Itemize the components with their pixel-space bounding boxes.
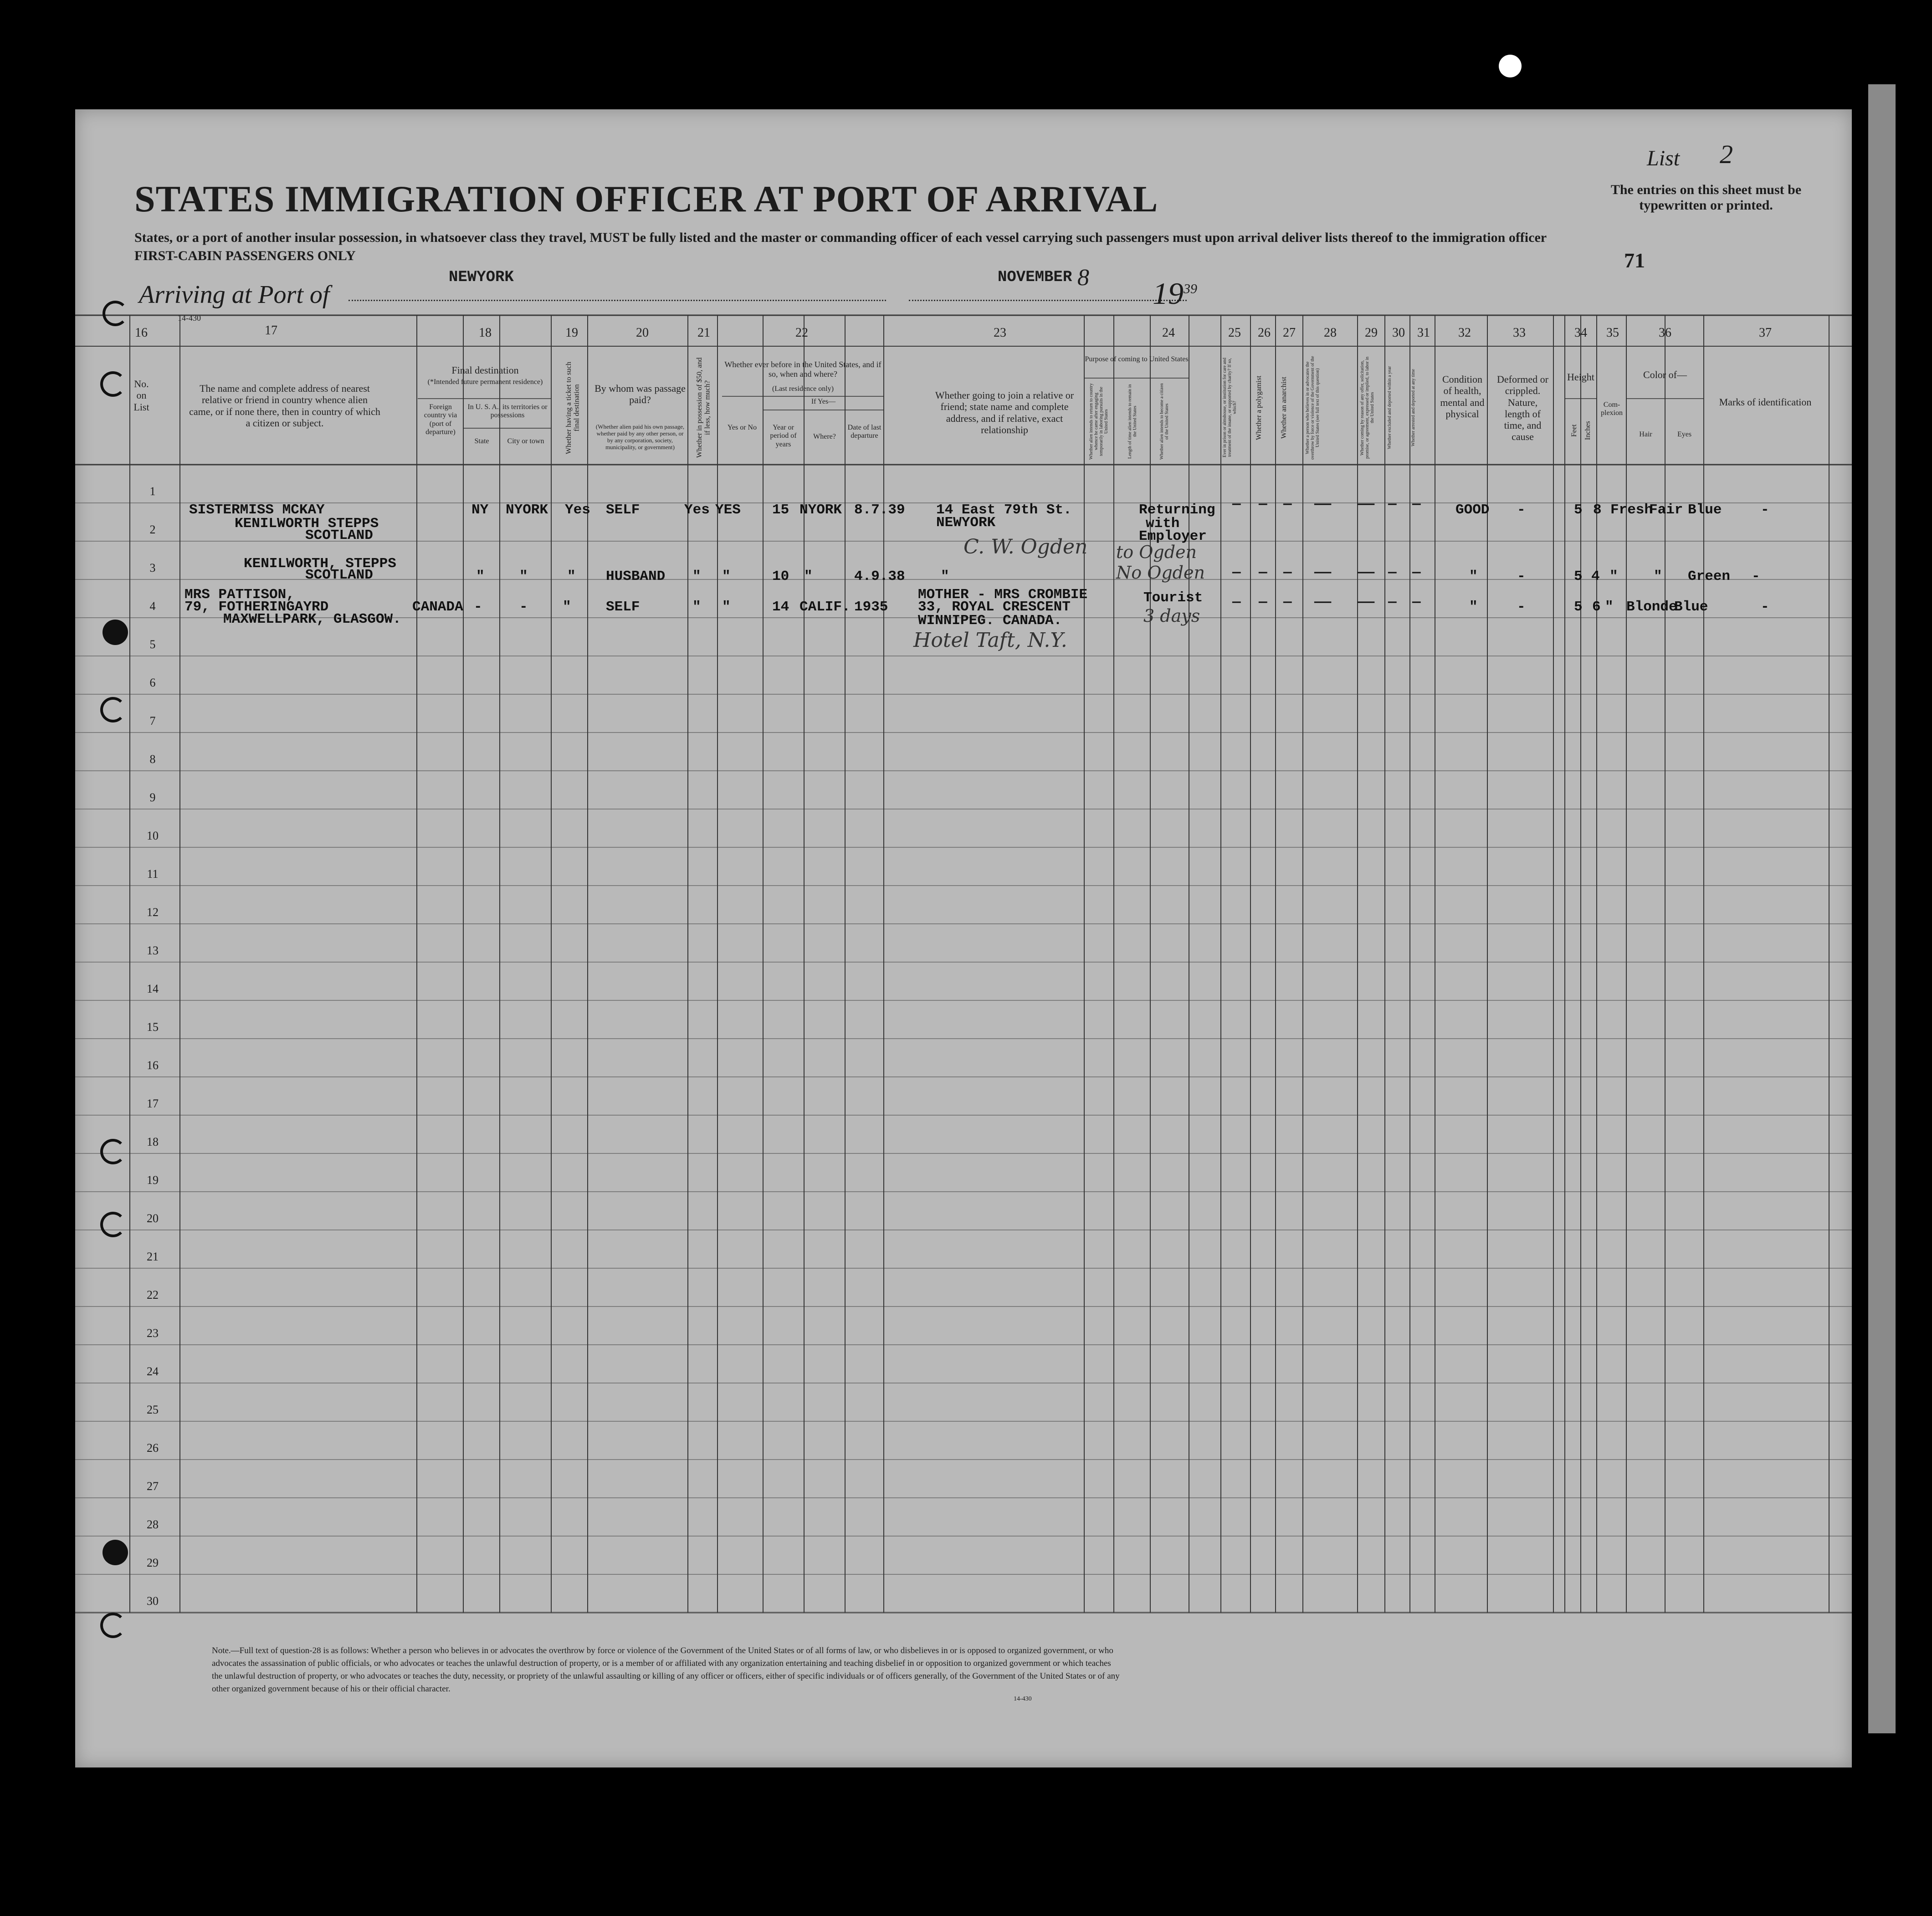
col22-subheader: (Last residence only) (772, 385, 834, 393)
r1-purpose-line1: Returning (1139, 502, 1215, 518)
r1-purpose-line2: with (1146, 516, 1180, 532)
list-number: 2 (1720, 139, 1733, 169)
r3-complexion: " (1605, 599, 1614, 615)
r2-ticket: " (567, 569, 576, 584)
binder-hole (102, 620, 128, 645)
row-number: 14 (147, 982, 159, 995)
row-number: 3 (149, 561, 156, 574)
col36-header: Color of— (1643, 369, 1687, 380)
col22-date: Date of last departure (847, 424, 881, 440)
r3-joining-line1: MOTHER - MRS CROMBIE (918, 587, 1088, 603)
r3-inches: 6 (1592, 599, 1601, 615)
row-number: 29 (147, 1556, 159, 1569)
row-number: 13 (147, 944, 159, 957)
r2-c31: — (1412, 565, 1421, 581)
col24-number: 24 (1162, 326, 1175, 340)
row-number: 15 (147, 1020, 159, 1034)
footer-form-number: 14-430 (1014, 1696, 1032, 1702)
form-number: 14-430 (178, 313, 201, 323)
r1-relative-line1: SISTERMISS MCKAY (189, 502, 325, 518)
row-number: 9 (149, 791, 156, 804)
col18-state: State (474, 437, 489, 445)
col24c-header: Whether alien intends to become a citizen of the United States (1159, 383, 1169, 460)
col23-number: 23 (994, 326, 1006, 340)
col36-number: 36 (1659, 326, 1671, 340)
r1-c26: — (1259, 497, 1267, 512)
col32-header: Condition of health, mental and physical (1440, 374, 1485, 420)
col37-header: Marks of identification (1719, 396, 1812, 408)
col17-number: 17 (265, 323, 277, 338)
r1-health: GOOD (1455, 502, 1490, 518)
row-number: 4 (149, 599, 156, 613)
r3-c29: —— (1358, 594, 1375, 610)
col30-number: 30 (1392, 326, 1405, 340)
r2-c29: —— (1358, 565, 1375, 581)
binder-hole (100, 371, 126, 397)
r3-foreign: CANADA (412, 599, 463, 615)
r3-before: " (722, 599, 731, 615)
col21-header: Whether in possession of $50, and if less, how much? (696, 357, 712, 458)
col20-number: 20 (636, 326, 649, 340)
col18-number: 18 (479, 326, 492, 340)
row-number: 7 (149, 714, 156, 727)
row-number: 2 (149, 523, 156, 536)
r2-health: " (1469, 569, 1478, 584)
r3-c26: — (1259, 594, 1267, 610)
col26-header: Whether a polygamist (1255, 375, 1263, 440)
row-number: 12 (147, 906, 159, 919)
col35-header: Com-plexion (1601, 401, 1623, 417)
r3-c27: — (1283, 594, 1292, 610)
r2-where: " (804, 569, 813, 584)
arriving-label: Arriving at Port of (139, 281, 330, 309)
r1-complexion: Fresh (1610, 502, 1653, 518)
footnote: Note.—Full text of question-28 is as follows: Whether a person who believes in or advocates the overthrow by force or violence of the Government of the United States or of all forms of law, or who disbelieves in or is opposed to organized government, or who advocates the assassination of public officials, or who advocates or teaches the unlawful destruction of property, or is a member of or affiliated with any organization entertaining and teaching disbelief in or opposition to organized government or which teaches the unlawful destruction of property, or who advocates or teaches the duty, necessity, or propriety of the unlawful assaulting or killing of any officer or officers, either of specific individuals or of officers generally, of the Government of the United States or of any other organized government because of his or their official character. (212, 1646, 1120, 1694)
r3-joining-line2: 33, ROYAL CRESCENT (918, 599, 1071, 615)
col24b-header: Length of time alien intends to remain in the United States (1127, 384, 1138, 459)
col25-header: Ever in prison or almshouse, or institution for care and treatment of the insane, or supported by charity? If so, which? (1222, 358, 1237, 458)
r3-joining-line3: WINNIPEG. CANADA. (918, 613, 1062, 629)
col28-header: Whether a person who believes in or advocates the overthrow by force or violence of the Government of the United States (see full text of this question) (1305, 356, 1320, 460)
binder-hole (100, 1613, 126, 1638)
r1-c31: — (1412, 497, 1421, 512)
col16-number: 16 (135, 326, 148, 340)
binder-hole (102, 301, 128, 326)
col34-inches: Inches (1584, 421, 1592, 440)
entries-note: The entries on this sheet must be typewritten or printed. (1610, 182, 1802, 213)
r3-joining-handwritten: Hotel Taft, N.Y. (913, 629, 1067, 652)
r2-period: 10 (772, 569, 789, 584)
col29-number: 29 (1365, 326, 1378, 340)
binder-hole (100, 1212, 126, 1237)
col30-header: Whether excluded and deported within a year (1387, 366, 1392, 450)
r1-c28: —— (1314, 497, 1332, 512)
row-number: 1 (149, 485, 156, 498)
r3-hair: Blonde (1626, 599, 1677, 615)
r2-relative-line2: SCOTLAND (305, 567, 373, 583)
col20-header: By whom was passage paid? (594, 383, 686, 406)
row-number: 11 (147, 867, 159, 881)
row-number: 5 (149, 638, 156, 651)
col26-number: 26 (1258, 326, 1271, 340)
binder-hole (100, 1139, 126, 1164)
col35-number: 35 (1606, 326, 1619, 340)
col32-number: 32 (1458, 326, 1471, 340)
col23-header: Whether going to join a relative or friend; state name and complete address, and if relative, exact relationship (935, 389, 1074, 435)
r3-ticket: " (563, 599, 571, 615)
date-value: NOVEMBER (998, 269, 1072, 286)
r1-date: 8.7.39 (854, 502, 905, 518)
r2-c25: — (1232, 565, 1241, 581)
row-number: 22 (147, 1288, 159, 1301)
row-number: 23 (147, 1327, 159, 1340)
r1-inches: 8 (1593, 502, 1602, 518)
col31-number: 31 (1417, 326, 1430, 340)
r2-feet: 5 (1574, 569, 1583, 584)
r2-purpose-handwritten: No Ogden (1116, 563, 1205, 583)
r3-date: 1935 (854, 599, 888, 615)
col28-number: 28 (1324, 326, 1337, 340)
r3-where: CALIF. (799, 599, 851, 615)
r3-c31: — (1412, 594, 1421, 610)
r2-c26: — (1259, 565, 1267, 581)
r1-hair: Fair (1649, 502, 1683, 518)
col24-header: Purpose of coming to United States (1085, 355, 1189, 363)
r3-c25: — (1232, 594, 1241, 610)
col19-header: Whether having a ticket to such final destination (565, 361, 581, 454)
manifest-sheet (75, 109, 1852, 1767)
r3-health: " (1469, 599, 1478, 615)
col17-header: The name and complete address of nearest relative or friend in country whence alien came, or if none there, then in country of which a citizen or subject. (189, 383, 380, 429)
col18-foreign: Foreign country via (port of departure) (424, 403, 457, 436)
col22-yesno: Yes or No (727, 424, 757, 431)
r2-eyes: Green (1688, 569, 1731, 584)
table-grid (75, 109, 1852, 1767)
col31-header: Whether arrested and deported at any time (1411, 369, 1416, 446)
r1-paid: SELF (606, 502, 640, 518)
r1-before: YES (715, 502, 741, 518)
col22-header: Whether ever before in the United States, and if so, when and where? (724, 360, 881, 379)
page-edge-shadow (1868, 84, 1896, 1733)
r1-city: NYORK (506, 502, 548, 518)
r1-where: NYORK (799, 502, 842, 518)
paper-speck (1499, 55, 1522, 77)
r2-c27: — (1283, 565, 1292, 581)
r3-eyes: Blue (1674, 599, 1708, 615)
binder-hole (100, 697, 126, 722)
day-value: 8 (1077, 265, 1089, 291)
col29-header: Whether coming by reason of any offer, solicitation, promise, or agreement, expressed or implied, to labor in the United States (1360, 356, 1375, 459)
r3-marks: - (1761, 599, 1769, 615)
r1-relative-line2: KENILWORTH STEPPS (235, 516, 379, 532)
col34-number: 34 (1574, 326, 1587, 340)
r2-relative-line1: KENILWORTH, STEPPS (244, 556, 396, 572)
binder-hole (102, 1540, 128, 1565)
r1-state: NY (471, 502, 489, 518)
r1-feet: 5 (1574, 502, 1583, 518)
row-number: 6 (149, 676, 156, 689)
col34-header: Height (1567, 371, 1594, 383)
row-number: 16 (147, 1059, 159, 1072)
r3-city: - (519, 599, 528, 615)
r3-relative-line1: MRS PATTISON, (184, 587, 295, 603)
r3-relative-line2: 79, FOTHERINGAYRD (184, 599, 329, 615)
instruction-text: States, or a port of another insular possession, in whatsoever class they travel, MUST be fully listed and the master or commanding officer of each vessel carrying such passengers must upon arrival deliver lists thereof to the immigration officer (134, 230, 1547, 245)
r3-feet: 5 (1574, 599, 1583, 615)
r2-paid: HUSBAND (606, 569, 666, 584)
r2-hair: " (1654, 569, 1662, 584)
r2-money: " (692, 569, 701, 584)
col27-header: Whether an anarchist (1280, 377, 1288, 439)
r1-c25: — (1232, 497, 1241, 512)
r3-period: 14 (772, 599, 789, 615)
r1-purpose-handwritten: to Ogden (1116, 542, 1197, 562)
r2-city: " (519, 569, 528, 584)
col25-number: 25 (1228, 326, 1241, 340)
r2-state: " (476, 569, 485, 584)
r1-money: Yes (684, 502, 710, 518)
row-number: 20 (147, 1212, 159, 1225)
sheet-number: 71 (1624, 249, 1645, 272)
col37-number: 37 (1759, 326, 1772, 340)
r1-relative-line3: SCOTLAND (305, 528, 373, 543)
r1-deformed: - (1517, 502, 1526, 518)
col33-header: Deformed or crippled. Nature, length of time, and cause (1496, 374, 1548, 443)
r3-purpose-handwritten: 3 days (1143, 606, 1200, 626)
col34-feet: Feet (1570, 424, 1578, 437)
r1-c30: — (1388, 497, 1397, 512)
row-number: 25 (147, 1403, 159, 1416)
col20-subheader: (Whether alien paid his own passage, whether paid by any other person, or by any corporation, society, municipality, or government) (595, 423, 685, 451)
r3-deformed: - (1517, 599, 1526, 615)
col36-hair: Hair (1639, 430, 1652, 438)
row-number: 17 (147, 1097, 159, 1110)
row-number: 10 (147, 829, 159, 842)
passenger-class: FIRST-CABIN PASSENGERS ONLY (134, 248, 356, 263)
r2-before: " (722, 569, 731, 584)
col36-eyes: Eyes (1677, 430, 1692, 438)
row-number: 26 (147, 1441, 159, 1455)
year-value: $19^{39}$ (1153, 276, 1197, 311)
r3-purpose: Tourist (1143, 590, 1203, 606)
r1-marks: - (1761, 502, 1769, 518)
r2-c30: — (1388, 565, 1397, 581)
r3-relative-line3: MAXWELLPARK, GLASGOW. (223, 611, 401, 627)
col22-ifyes: If Yes— (811, 398, 836, 405)
r1-joining-line2: NEWYORK (936, 515, 996, 531)
r3-paid: SELF (606, 599, 640, 615)
r1-c29: —— (1358, 497, 1375, 512)
row-number: 28 (147, 1518, 159, 1531)
row-number: 24 (147, 1365, 159, 1378)
r2-date: 4.9.38 (854, 569, 905, 584)
r2-inches: 4 (1591, 569, 1600, 584)
page-title: STATES IMMIGRATION OFFICER AT PORT OF ARRIVAL (134, 178, 1158, 220)
row-number: 30 (147, 1594, 159, 1608)
list-label: List (1647, 146, 1680, 170)
col18-header: Final destination (451, 364, 519, 376)
r2-joining: " (941, 569, 949, 584)
port-value: NEWYORK (449, 269, 514, 286)
r1-period: 15 (772, 502, 789, 518)
r2-c28: —— (1314, 565, 1332, 581)
r1-eyes: Blue (1688, 502, 1722, 518)
col22-period: Year or period of years (770, 424, 797, 448)
row-number: 8 (149, 753, 156, 766)
r1-joining-handwritten: C. W. Ogden (963, 535, 1088, 558)
col18-subheader: (*Intended future permanent residence) (427, 378, 543, 386)
r3-c28: —— (1314, 594, 1332, 610)
row-number: 21 (147, 1250, 159, 1263)
r1-purpose-line3: Employer (1139, 528, 1207, 544)
row-number: 19 (147, 1173, 159, 1187)
row-number: 18 (147, 1135, 159, 1148)
r1-ticket: Yes (565, 502, 590, 518)
r2-deformed: - (1517, 569, 1526, 584)
col19-number: 19 (565, 326, 578, 340)
row-number: 27 (147, 1480, 159, 1493)
r2-complexion: " (1609, 569, 1618, 584)
r1-joining-line1: 14 East 79th St. (936, 502, 1072, 518)
col18-city: City or town (507, 437, 544, 445)
r3-money: " (692, 599, 701, 615)
col16-header: No. on List (133, 378, 149, 413)
col22-where: Where? (813, 433, 836, 441)
r3-c30: — (1388, 594, 1397, 610)
col18-usa: In U. S. A., its territories or possessions (467, 403, 548, 420)
col33-number: 33 (1513, 326, 1526, 340)
col27-number: 27 (1283, 326, 1296, 340)
col22-number: 22 (795, 326, 808, 340)
r2-marks: - (1752, 569, 1760, 584)
col24a-header: Whether alien intends to return to country whence he came after engaging temporarily in laboring pursuits in the United States (1089, 383, 1109, 460)
col21-number: 21 (697, 326, 710, 340)
r3-state: - (474, 599, 482, 615)
r1-c27: — (1283, 497, 1292, 512)
